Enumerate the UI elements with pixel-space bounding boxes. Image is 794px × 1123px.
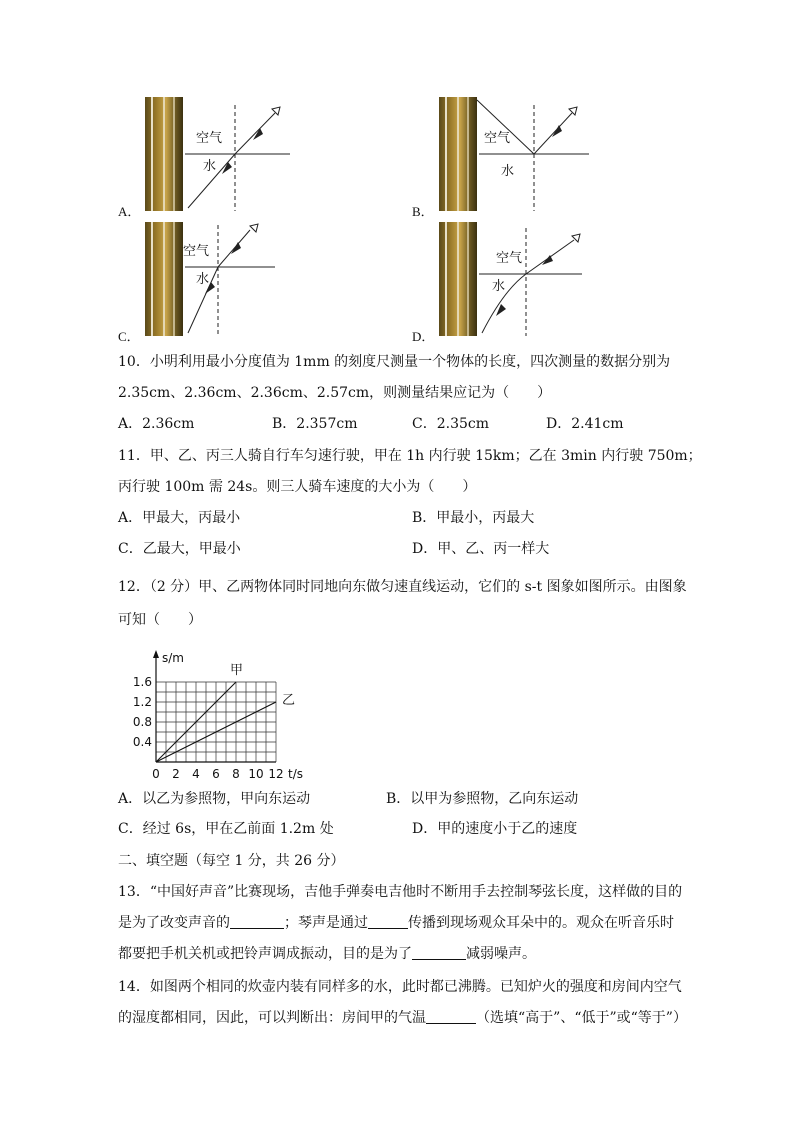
q12-option-b[interactable]: B．以甲为参照物，乙向东运动 — [386, 791, 579, 807]
y-tick-label: 1.6 — [132, 675, 152, 689]
q10-option-a[interactable]: A．2.36cm — [118, 416, 195, 432]
water-label: 水 — [196, 272, 210, 287]
q14-line2 — [118, 1008, 687, 1028]
chart-axes — [153, 650, 276, 762]
s-t-chart — [120, 645, 320, 780]
y-tick-label: 0.8 — [132, 715, 152, 729]
q13-line3 — [118, 944, 536, 964]
x-axis-label: t/s — [288, 767, 303, 780]
section-title: 二、填空题（每空 1 分，共 26 分） — [118, 853, 345, 869]
q11-line1: 11．甲、乙、丙三人骑自行车匀速行驶，甲在 1h 内行驶 15km；乙在 3min 内行驶 750m； — [118, 448, 702, 464]
q13-blank-3[interactable] — [412, 945, 466, 960]
air-label: 空气 — [183, 244, 210, 259]
q13-text-b: ；琴声是通过 — [284, 915, 368, 931]
q11-option-d[interactable]: D．甲、乙、丙一样大 — [412, 541, 550, 557]
q12-option-c[interactable]: C．经过 6s，甲在乙前面 1.2m 处 — [118, 821, 334, 837]
water-label: 水 — [501, 164, 515, 179]
x-tick-label: 8 — [232, 767, 240, 780]
option-d-diagram — [434, 220, 594, 340]
x-tick-label: 10 — [248, 767, 264, 780]
series-label-yi: 乙 — [282, 693, 296, 708]
air-label: 空气 — [484, 131, 511, 146]
q10-option-d[interactable]: D．2.41cm — [546, 416, 624, 432]
q14-blank-1[interactable] — [426, 1009, 476, 1024]
q13-line1: 13．“中国好声音”比赛现场，吉他手弹奏电吉他时不断用手去控制琴弦长度，这样做的目的 — [118, 884, 683, 900]
q11-option-a[interactable]: A．甲最大，丙最小 — [118, 510, 241, 526]
option-d-label[interactable]: D． — [412, 329, 435, 344]
option-b-label[interactable]: B． — [412, 204, 434, 219]
q11-option-c[interactable]: C．乙最大，甲最小 — [118, 541, 241, 557]
option-a-diagram — [140, 95, 300, 215]
y-tick-label: 0.4 — [132, 735, 152, 749]
q13-text-d: 都要把手机关机或把铃声调成振动，目的是为了 — [118, 946, 412, 962]
option-a-label[interactable]: A． — [118, 204, 141, 219]
x-tick-label: 4 — [192, 767, 200, 780]
q13-line2 — [118, 913, 674, 933]
q13-blank-1[interactable] — [230, 914, 284, 929]
option-c-label[interactable]: C． — [118, 329, 140, 344]
q10-option-b[interactable]: B．2.357cm — [272, 416, 358, 432]
x-tick-label: 6 — [212, 767, 220, 780]
q10-option-c[interactable]: C．2.35cm — [412, 416, 489, 432]
option-b-diagram — [434, 95, 594, 215]
q12-line1: 12．（2 分）甲、乙两物体同时同地向东做匀速直线运动，它们的 s-t 图象如图所示。由图象 — [118, 579, 687, 595]
q10-line1: 10．小明利用最小分度值为 1mm 的刻度尺测量一个物体的长度，四次测量的数据分别为 — [118, 354, 671, 370]
q12-option-d[interactable]: D．甲的速度小于乙的速度 — [412, 821, 578, 837]
q11-option-b[interactable]: B．甲最小，丙最大 — [412, 510, 535, 526]
water-label: 水 — [492, 279, 506, 294]
q13-text-e: 减弱噪声。 — [466, 946, 536, 962]
q13-text-c: 传播到现场观众耳朵中的。观众在听音乐时 — [408, 915, 674, 931]
y-axis-arrow — [153, 650, 159, 658]
q13-blank-2[interactable] — [368, 914, 408, 929]
y-axis-label: s/m — [162, 651, 184, 665]
q14-line1: 14．如图两个相同的炊壶内装有同样多的水，此时都已沸腾。已知炉火的强度和房间内空气 — [118, 979, 682, 995]
q14-text-a: 的湿度都相同，因此，可以判断出：房间甲的气温 — [118, 1010, 426, 1026]
x-tick-label: 0 — [152, 767, 160, 780]
q12-option-a[interactable]: A．以乙为参照物，甲向东运动 — [118, 791, 311, 807]
option-c-diagram — [140, 220, 300, 340]
air-label: 空气 — [196, 131, 223, 146]
water-label: 水 — [203, 159, 217, 174]
y-tick-label: 1.2 — [132, 695, 152, 709]
series-label-jia: 甲 — [230, 663, 244, 678]
chart-grid — [156, 682, 276, 762]
q11-line2: 丙行驶 100m 需 24s。则三人骑车速度的大小为（ ） — [118, 479, 477, 495]
q13-text-a: 是为了改变声音的 — [118, 915, 230, 931]
x-tick-label: 12 — [268, 767, 284, 780]
x-tick-label: 2 — [172, 767, 180, 780]
q14-text-b: （选填“高于”、“低于”或“等于”） — [476, 1010, 687, 1026]
q12-line2: 可知（ ） — [118, 612, 202, 628]
q10-line2: 2.35cm、2.36cm、2.36cm、2.57cm，则测量结果应记为（ ） — [118, 385, 552, 401]
air-label: 空气 — [496, 251, 523, 266]
